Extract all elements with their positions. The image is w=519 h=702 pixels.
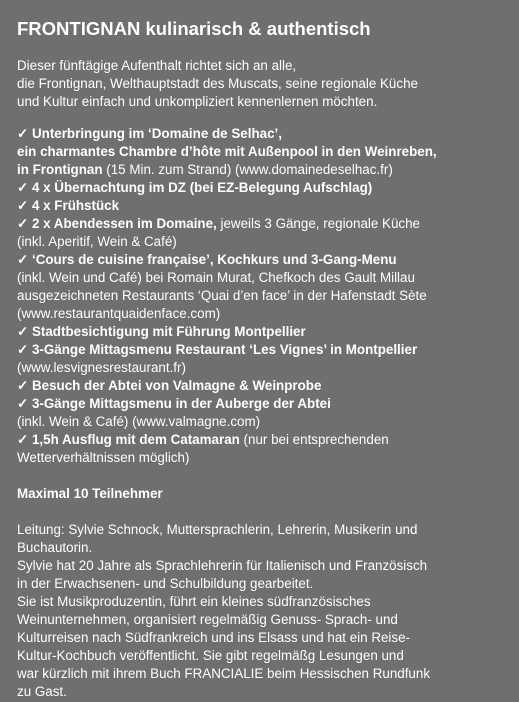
list-item-text: (nur bei entsprechenden xyxy=(239,432,389,447)
bio-line: Weinunternehmen, organisiert regelmäßig Genuss- Sprach- und xyxy=(17,612,398,627)
check-icon: ✓ xyxy=(17,432,29,447)
list-item-catamaran xyxy=(17,431,503,449)
list-item-text: Besuch der Abtei von Valmagne & Weinprobe xyxy=(31,378,322,393)
check-icon: ✓ xyxy=(17,126,29,141)
list-item-cooking-class xyxy=(17,251,503,269)
check-icon: ✓ xyxy=(17,216,29,231)
list-item-text: ‘Cours de cuisine française’, Kochkurs und 3-Gang-Menu xyxy=(31,252,397,267)
list-item-text: (15 Min. zum Strand) (www.domainedeselhac.fr) xyxy=(102,162,393,177)
bio-line: in der Erwachsenen- und Schulbildung gearbeitet. xyxy=(17,576,314,591)
list-item-text: ausgezeichneten Restaurants ‘Quai d’en face’ in der Hafenstadt Sète xyxy=(17,288,427,303)
bio-line: war kürzlich mit ihrem Buch FRANCIALIE beim Hessischen Rundfunk xyxy=(17,666,431,681)
list-item-text: 4 x Frühstück xyxy=(31,198,120,213)
list-item-text: 2 x Abendessen im Domaine, xyxy=(31,216,217,231)
check-icon: ✓ xyxy=(17,180,29,195)
check-icon: ✓ xyxy=(17,378,29,393)
list-item-text: ein charmantes Chambre d’hôte mit Außenpool in den Weinreben, xyxy=(17,144,437,159)
check-icon: ✓ xyxy=(17,252,29,267)
bio-line: Kulturreisen nach Südfrankreich und ins Elsass und hat ein Reise- xyxy=(17,630,411,645)
list-item-text: Unterbringung im ‘Domaine de Selhac’, xyxy=(31,126,282,141)
list-item-text: (inkl. Wein und Café) bei Romain Murat, Chefkoch des Gault Millau xyxy=(17,270,415,285)
list-item-city-tour xyxy=(17,323,503,341)
list-item-text: 3-Gänge Mittagsmenu in der Auberge der Abtei xyxy=(31,396,331,411)
bio-line: Buchautorin. xyxy=(17,540,93,555)
intro-paragraph xyxy=(17,57,503,111)
list-item-abbey-visit xyxy=(17,377,503,395)
check-icon: ✓ xyxy=(17,198,29,213)
list-item-dinner xyxy=(17,215,503,233)
list-item-text: 3-Gänge Mittagsmenu Restaurant ‘Les Vignes’ in Montpellier xyxy=(31,342,418,357)
list-item-overnight xyxy=(17,179,503,197)
leader-bio xyxy=(17,521,503,701)
max-participants: Maximal 10 Teilnehmer xyxy=(17,486,163,501)
list-item-accommodation xyxy=(17,125,503,143)
intro-line: die Frontignan, Welthauptstadt des Muscats, seine regionale Küche xyxy=(17,76,418,91)
list-item-text: in Frontignan xyxy=(17,162,103,177)
page-title: FRONTIGNAN kulinarisch & authentisch xyxy=(17,18,371,39)
check-icon: ✓ xyxy=(17,396,29,411)
bio-line: Kultur-Kochbuch veröffentlicht. Sie gibt regelmäßg Lesungen und xyxy=(17,648,404,663)
list-item-lunch-abbey xyxy=(17,395,503,413)
intro-line: und Kultur einfach und unkompliziert kennenlernen möchten. xyxy=(17,94,378,109)
check-icon: ✓ xyxy=(17,342,29,357)
bio-line: Leitung: Sylvie Schnock, Muttersprachlerin, Lehrerin, Musikerin und xyxy=(17,522,418,537)
list-item-text: 4 x Übernachtung im DZ (bei EZ-Belegung Aufschlag) xyxy=(31,180,373,195)
list-item-text: Wetterverhältnissen möglich) xyxy=(17,450,190,465)
list-item-breakfast xyxy=(17,197,503,215)
list-item-text: (inkl. Aperitif, Wein & Café) xyxy=(17,234,177,249)
list-item-text: (www.restaurantquaidenface.com) xyxy=(17,306,221,321)
intro-line: Dieser fünftägige Aufenthalt richtet sich an alle, xyxy=(17,58,297,73)
list-item-text: jeweils 3 Gänge, regionale Küche xyxy=(216,216,421,231)
list-item-text: 1,5h Ausflug mit dem Catamaran xyxy=(31,432,240,447)
list-item-text: Stadtbesichtigung mit Führung Montpellier xyxy=(31,324,306,339)
list-item-line xyxy=(17,161,503,179)
list-item-text: (www.lesvignesrestaurant.fr) xyxy=(17,360,186,375)
list-item-lunch-montpellier xyxy=(17,341,503,359)
bio-line: Sie ist Musikproduzentin, führt ein kleines südfranzösisches xyxy=(17,594,371,609)
bio-line: zu Gast. xyxy=(17,684,67,699)
bio-line: Sylvie hat 20 Jahre als Sprachlehrerin für Italienisch und Französisch xyxy=(17,558,428,573)
check-icon: ✓ xyxy=(17,324,29,339)
included-services-list xyxy=(17,125,503,467)
list-item-text: (inkl. Wein & Café) (www.valmagne.com) xyxy=(17,414,261,429)
